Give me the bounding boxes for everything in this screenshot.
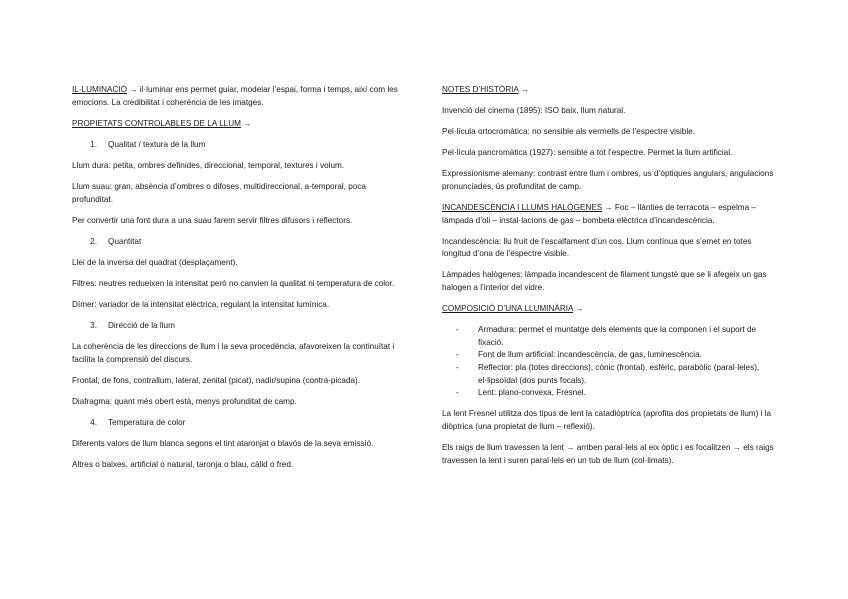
composition-heading	[442, 303, 782, 316]
numbered-heading-4	[72, 417, 406, 430]
incandescence-paragraph	[442, 202, 782, 227]
paragraph: Filtres: neutres redueixen la intensitat però no canvien la qualitat ni temperatura de color.	[72, 278, 395, 288]
list-item-text: Lent: plano-convexa, Fresnel.	[478, 388, 586, 398]
list-item-text: Armadura: permet el muntatge dels elements que la componen i el suport de fixació.	[478, 325, 757, 347]
list-item	[442, 324, 782, 349]
section-title: PROPIETATS CONTROLABLES DE LA LLUM	[72, 118, 241, 128]
dash-bullet: -	[456, 388, 459, 398]
heading-text: Qualitat / textura de la llum	[108, 139, 206, 149]
paragraph: La coherència de les direccions de llum i la seva procedència, afavoreixen la continuïtat i facilita la comprensió del discurs.	[72, 342, 395, 364]
intro-paragraph	[72, 84, 406, 109]
paragraph: Diafragma: quant més obert està, menys profunditat de camp.	[72, 397, 297, 406]
composition-arrow: →	[573, 304, 584, 314]
paragraph: Altres o baixes, artificial o natural, taronja o blau, càlid o fred.	[72, 460, 294, 470]
paragraph: Incandescència: llu fruit de l’escalfament d’un cos. Llum contínua que s’emet en totes longitud d’ona de l’espectre visible.	[442, 236, 752, 259]
list-item-text: Font de llum artificial: incandescència, de gas, luminescència.	[478, 350, 702, 360]
notes-title: NOTES D’HISTÒRIA	[442, 85, 519, 94]
paragraph: Llum dura: petita, ombres definides, direccional, temporal, textures i volum.	[72, 160, 345, 170]
notes-heading	[442, 84, 782, 97]
numbered-heading-2	[72, 236, 406, 249]
list-item	[442, 362, 782, 387]
composition-title: COMPOSICIÓ D’UNA LLUMINÀRIA	[442, 304, 574, 314]
dash-bullet: -	[456, 363, 459, 372]
paragraph: Frontal, de fons, contrallum, lateral, zenital (picat), nadir/supina (contra-picada).	[72, 375, 361, 385]
intro-text: → il·luminar ens permet guiar, modelar l’espai, forma i temps, així com les emocions. La credibilitat i coherència de les imatges.	[72, 85, 398, 107]
paragraph: Els raigs de llum travessen la lent → arriben paral·lels al eix òptic i es focalitzen → els raigs travessen la lent i suren paral·lels en un tub de llum (col·limats).	[442, 442, 774, 465]
paragraph: Per convertir una font dura a una suau farem servir filtres difusors i reflectors.	[72, 215, 353, 225]
numbered-heading-1	[72, 139, 406, 152]
incandescence-text: → Foc – llànties de terracota – espelma – làmpada d’oli – instal·lacions de gas – bombeta elèctrica d’incandescència.	[442, 203, 756, 225]
heading-number: 3.	[90, 321, 97, 331]
section-arrow: →	[240, 118, 252, 128]
paragraph: Invenció del cinema (1895): ISO baix, llum natural.	[442, 106, 626, 116]
left-column	[72, 84, 406, 480]
heading-number: 2.	[90, 236, 97, 246]
list-item-text: Reflector: pla (totes direccions), cònic (frontal), esfèric, parabòlic (paral·leles), el·lipsoïdal (dos punts focals).	[478, 363, 760, 385]
paragraph: Diferents valors de llum blanca segons el tint ataronjat o blavós de la seva emissió.	[72, 439, 374, 449]
list-item	[442, 387, 782, 400]
section-heading	[72, 118, 406, 131]
paragraph: Pel·lícula ortocromàtica: no sensible als vermells de l’espectre visible.	[442, 127, 696, 137]
paragraph: Llum suau: gran, absència d’ombres o difoses, multidireccional, a-temporal, poca profunditat.	[72, 181, 366, 204]
right-column	[442, 84, 782, 476]
heading-text: Direcció de la llum	[108, 321, 175, 331]
paragraph: Expressionisme alemany: contrast entre llum i ombres, us d’òptiques angulars, angulacions pronunciades, ús profunditat de camp.	[442, 169, 774, 191]
heading-text: Temperatura de color	[108, 418, 186, 428]
numbered-heading-3	[72, 320, 406, 333]
dash-bullet: -	[456, 350, 459, 360]
paragraph: Dímer: variador de la intensitat elèctrica, regulant la intensitat lumínica.	[72, 300, 330, 310]
heading-text: Quantitat	[108, 236, 142, 246]
intro-title: IL·LUMINACIÓ	[72, 85, 128, 94]
paragraph: Llei de la inversa del quadrat (desplaçament).	[72, 257, 238, 267]
paragraph: Pel·lícula pancromàtica (1927): sensible a tot l’espectre. Permet la llum artificial.	[442, 148, 733, 158]
notes-arrow: →	[518, 85, 529, 94]
paragraph: Làmpades halògenes: làmpada incandescent de filament tungstè que se li afegeix un gas halogen a l’interior del vidre.	[442, 270, 767, 293]
paragraph: La lent Fresnel utilitza dos tipus de lent la catadiòptrica (aprofita dos propietats de llum) i la diòptrica (una propietat de llum – reflexió).	[442, 409, 772, 431]
incandescence-title: INCANDESCÈNCIA I LLUMS HALÒGENES	[442, 203, 603, 213]
composition-list	[442, 324, 782, 400]
heading-number: 4.	[90, 418, 97, 428]
list-item	[442, 349, 782, 362]
heading-number: 1.	[90, 139, 97, 149]
dash-bullet: -	[456, 325, 459, 335]
